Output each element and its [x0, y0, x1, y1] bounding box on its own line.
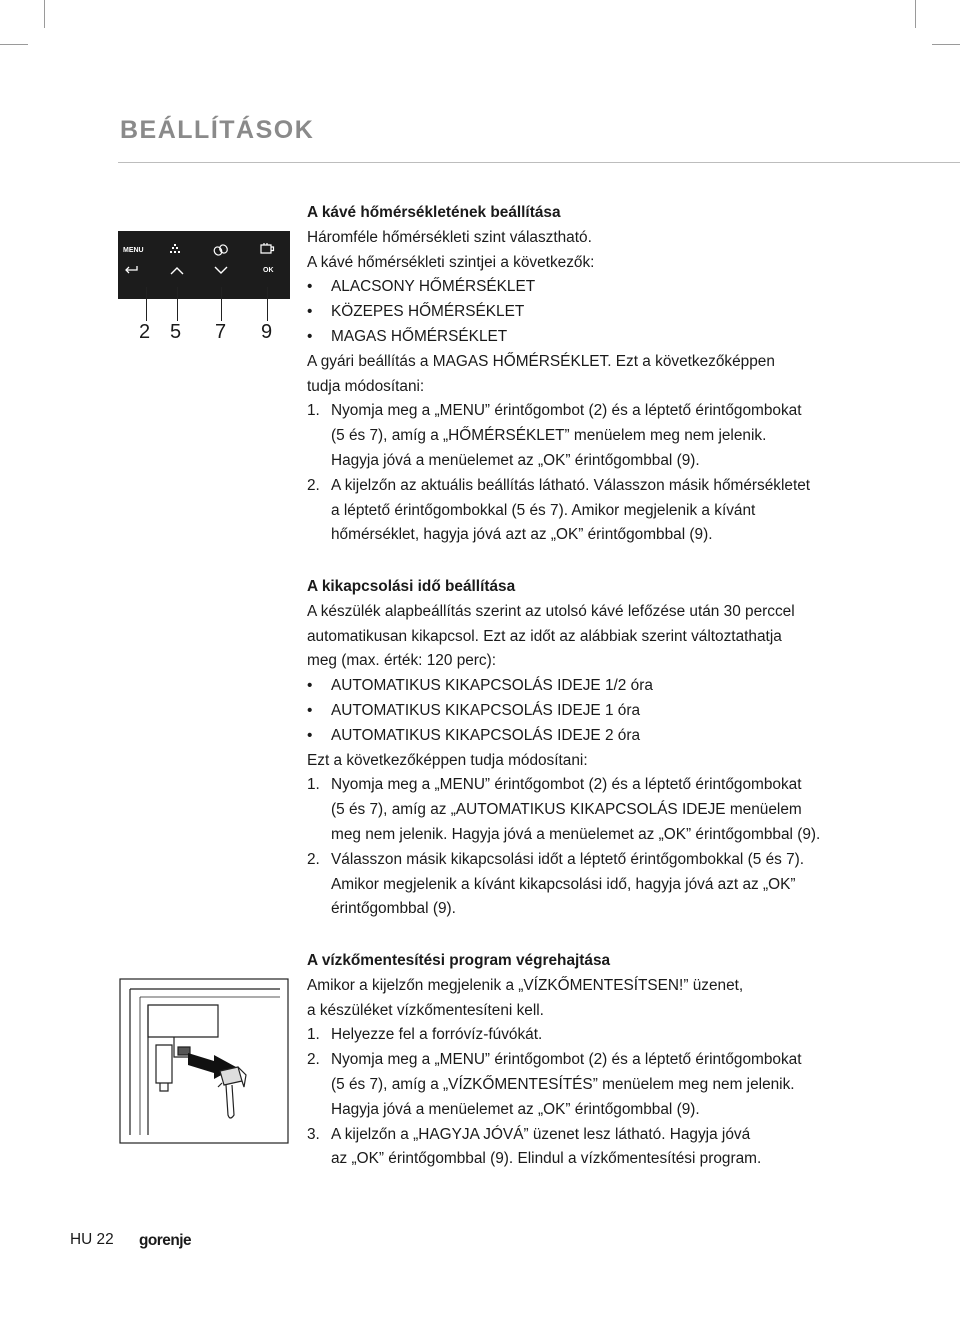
step-item: 2. Válasszon másik kikapcsolási időt a léptető érintőgombokkal (5 és 7). Amikor megjelenik a kívánt kikapcsolási idő, hagyja jóvá azt az „OK” érintőgombbal (9).	[307, 850, 805, 918]
chevron-down-icon	[214, 266, 228, 275]
list-item: • ALACSONY HŐMÉRSÉKLET	[307, 278, 536, 296]
paragraph: A gyári beállítás a MAGAS HŐMÉRSÉKLET. Ezt a következőképpen	[307, 352, 775, 370]
bullet-list	[307, 275, 847, 349]
crop-mark	[44, 0, 45, 28]
chevron-up-icon	[170, 266, 184, 275]
step-list	[307, 773, 847, 922]
step-item: 1. Helyezze fel a forróvíz-fúvókát.	[307, 1026, 543, 1044]
paragraph: Ezt a következőképpen tudja módosítani:	[307, 751, 588, 769]
shutoff-section	[307, 575, 847, 922]
paragraph: A készülék alapbeállítás szerint az utolsó kávé lefőzése után 30 perccel	[307, 602, 795, 620]
ok-key-label: OK	[263, 267, 274, 274]
list-item: • AUTOMATIKUS KIKAPCSOLÁS IDEJE 1 óra	[307, 701, 641, 719]
section-heading: A kikapcsolási idő beállítása	[307, 578, 516, 595]
callout-leader-line	[146, 287, 147, 321]
list-item: • KÖZEPES HŐMÉRSÉKLET	[307, 303, 525, 321]
list-item: • MAGAS HŐMÉRSÉKLET	[307, 327, 508, 345]
callout-leader-line	[221, 287, 222, 321]
brand-logo: gorenje	[139, 1232, 192, 1249]
control-panel	[118, 231, 290, 299]
menu-key-label: MENU	[123, 247, 144, 254]
section-heading: A vízkőmentesítési program végrehajtása	[307, 952, 611, 969]
water-drops-icon	[168, 243, 182, 257]
step-item: 3. A kijelzőn a „HAGYJA JÓVÁ” üzenet lesz látható. Hagyja jóvá az „OK” érintőgombbal (9). Elindul a vízkőmentesítési program.	[307, 1125, 762, 1168]
temperature-section	[307, 201, 847, 548]
crop-mark	[915, 0, 916, 28]
back-arrow-icon	[124, 265, 138, 275]
paragraph: automatikusan kikapcsol. Ezt az időt az alábbiak szerint változtathatja	[307, 627, 782, 645]
section-heading: A kávé hőmérsékletének beállítása	[307, 204, 561, 221]
paragraph: meg (max. érték: 120 perc):	[307, 652, 497, 670]
title-divider	[118, 162, 960, 163]
callout-number: 7	[215, 321, 227, 343]
crop-mark	[932, 44, 960, 45]
page-title: BEÁLLÍTÁSOK	[120, 116, 315, 144]
step-list	[307, 1023, 847, 1172]
callout-number: 9	[261, 321, 273, 343]
callout-number: 5	[170, 321, 182, 343]
crop-mark	[0, 44, 28, 45]
step-item: 1. Nyomja meg a „MENU” érintőgombot (2) és a léptető érintőgombokat (5 és 7), amíg az „AUTOMATIKUS KIKAPCSOLÁS IDEJE menüelem meg nem jelenik. Hagyja jóvá a menüelemet az „OK” érintőgombbal (9).	[307, 776, 821, 843]
descaling-section	[307, 949, 847, 1172]
step-list	[307, 399, 847, 548]
callout-leader-line	[177, 287, 178, 321]
callout-number: 2	[139, 321, 151, 343]
step-item: 2. Nyomja meg a „MENU” érintőgombot (2) és a léptető érintőgombokat (5 és 7), amíg a „VÍZKŐMENTESÍTÉS” menüelem meg nem jelenik. Hagyja jóvá a menüelemet az „OK” érintőgombbal (9).	[307, 1051, 802, 1118]
step-item: 1. Nyomja meg a „MENU” érintőgombot (2) és a léptető érintőgombokat (5 és 7), amíg a „HŐMÉRSÉKLET” menüelem meg nem jelenik. Hagyja jóvá a menüelemet az „OK” érintőgombbal (9).	[307, 402, 802, 469]
paragraph: Háromféle hőmérsékleti szint választható.	[307, 228, 592, 246]
paragraph: a készüléket vízkőmentesíteni kell.	[307, 1001, 544, 1019]
paragraph: tudja módosítani:	[307, 377, 425, 395]
control-panel-figure	[118, 231, 290, 346]
callout-leader-line	[267, 287, 268, 321]
cup-icon	[259, 242, 275, 256]
list-item: • AUTOMATIKUS KIKAPCSOLÁS IDEJE 2 óra	[307, 726, 641, 744]
list-item: • AUTOMATIKUS KIKAPCSOLÁS IDEJE 1/2 óra	[307, 677, 653, 695]
hot-water-nozzle-illustration	[118, 975, 290, 1147]
paragraph: A kávé hőmérsékleti szintjei a következők:	[307, 253, 595, 271]
paragraph: Amikor a kijelzőn megjelenik a „VÍZKŐMENTESÍTSEN!” üzenet,	[307, 976, 744, 994]
step-item: 2. A kijelzőn az aktuális beállítás látható. Válasszon másik hőmérsékletet a léptető érintőgombokkal (5 és 7). Amikor megjelenik a kívánt hőmérséklet, hagyja jóvá azt az „OK” érintőgombbal (9).	[307, 476, 811, 544]
coffee-beans-icon	[213, 243, 229, 257]
bullet-list	[307, 674, 847, 748]
page-number: HU 22	[70, 1231, 114, 1248]
